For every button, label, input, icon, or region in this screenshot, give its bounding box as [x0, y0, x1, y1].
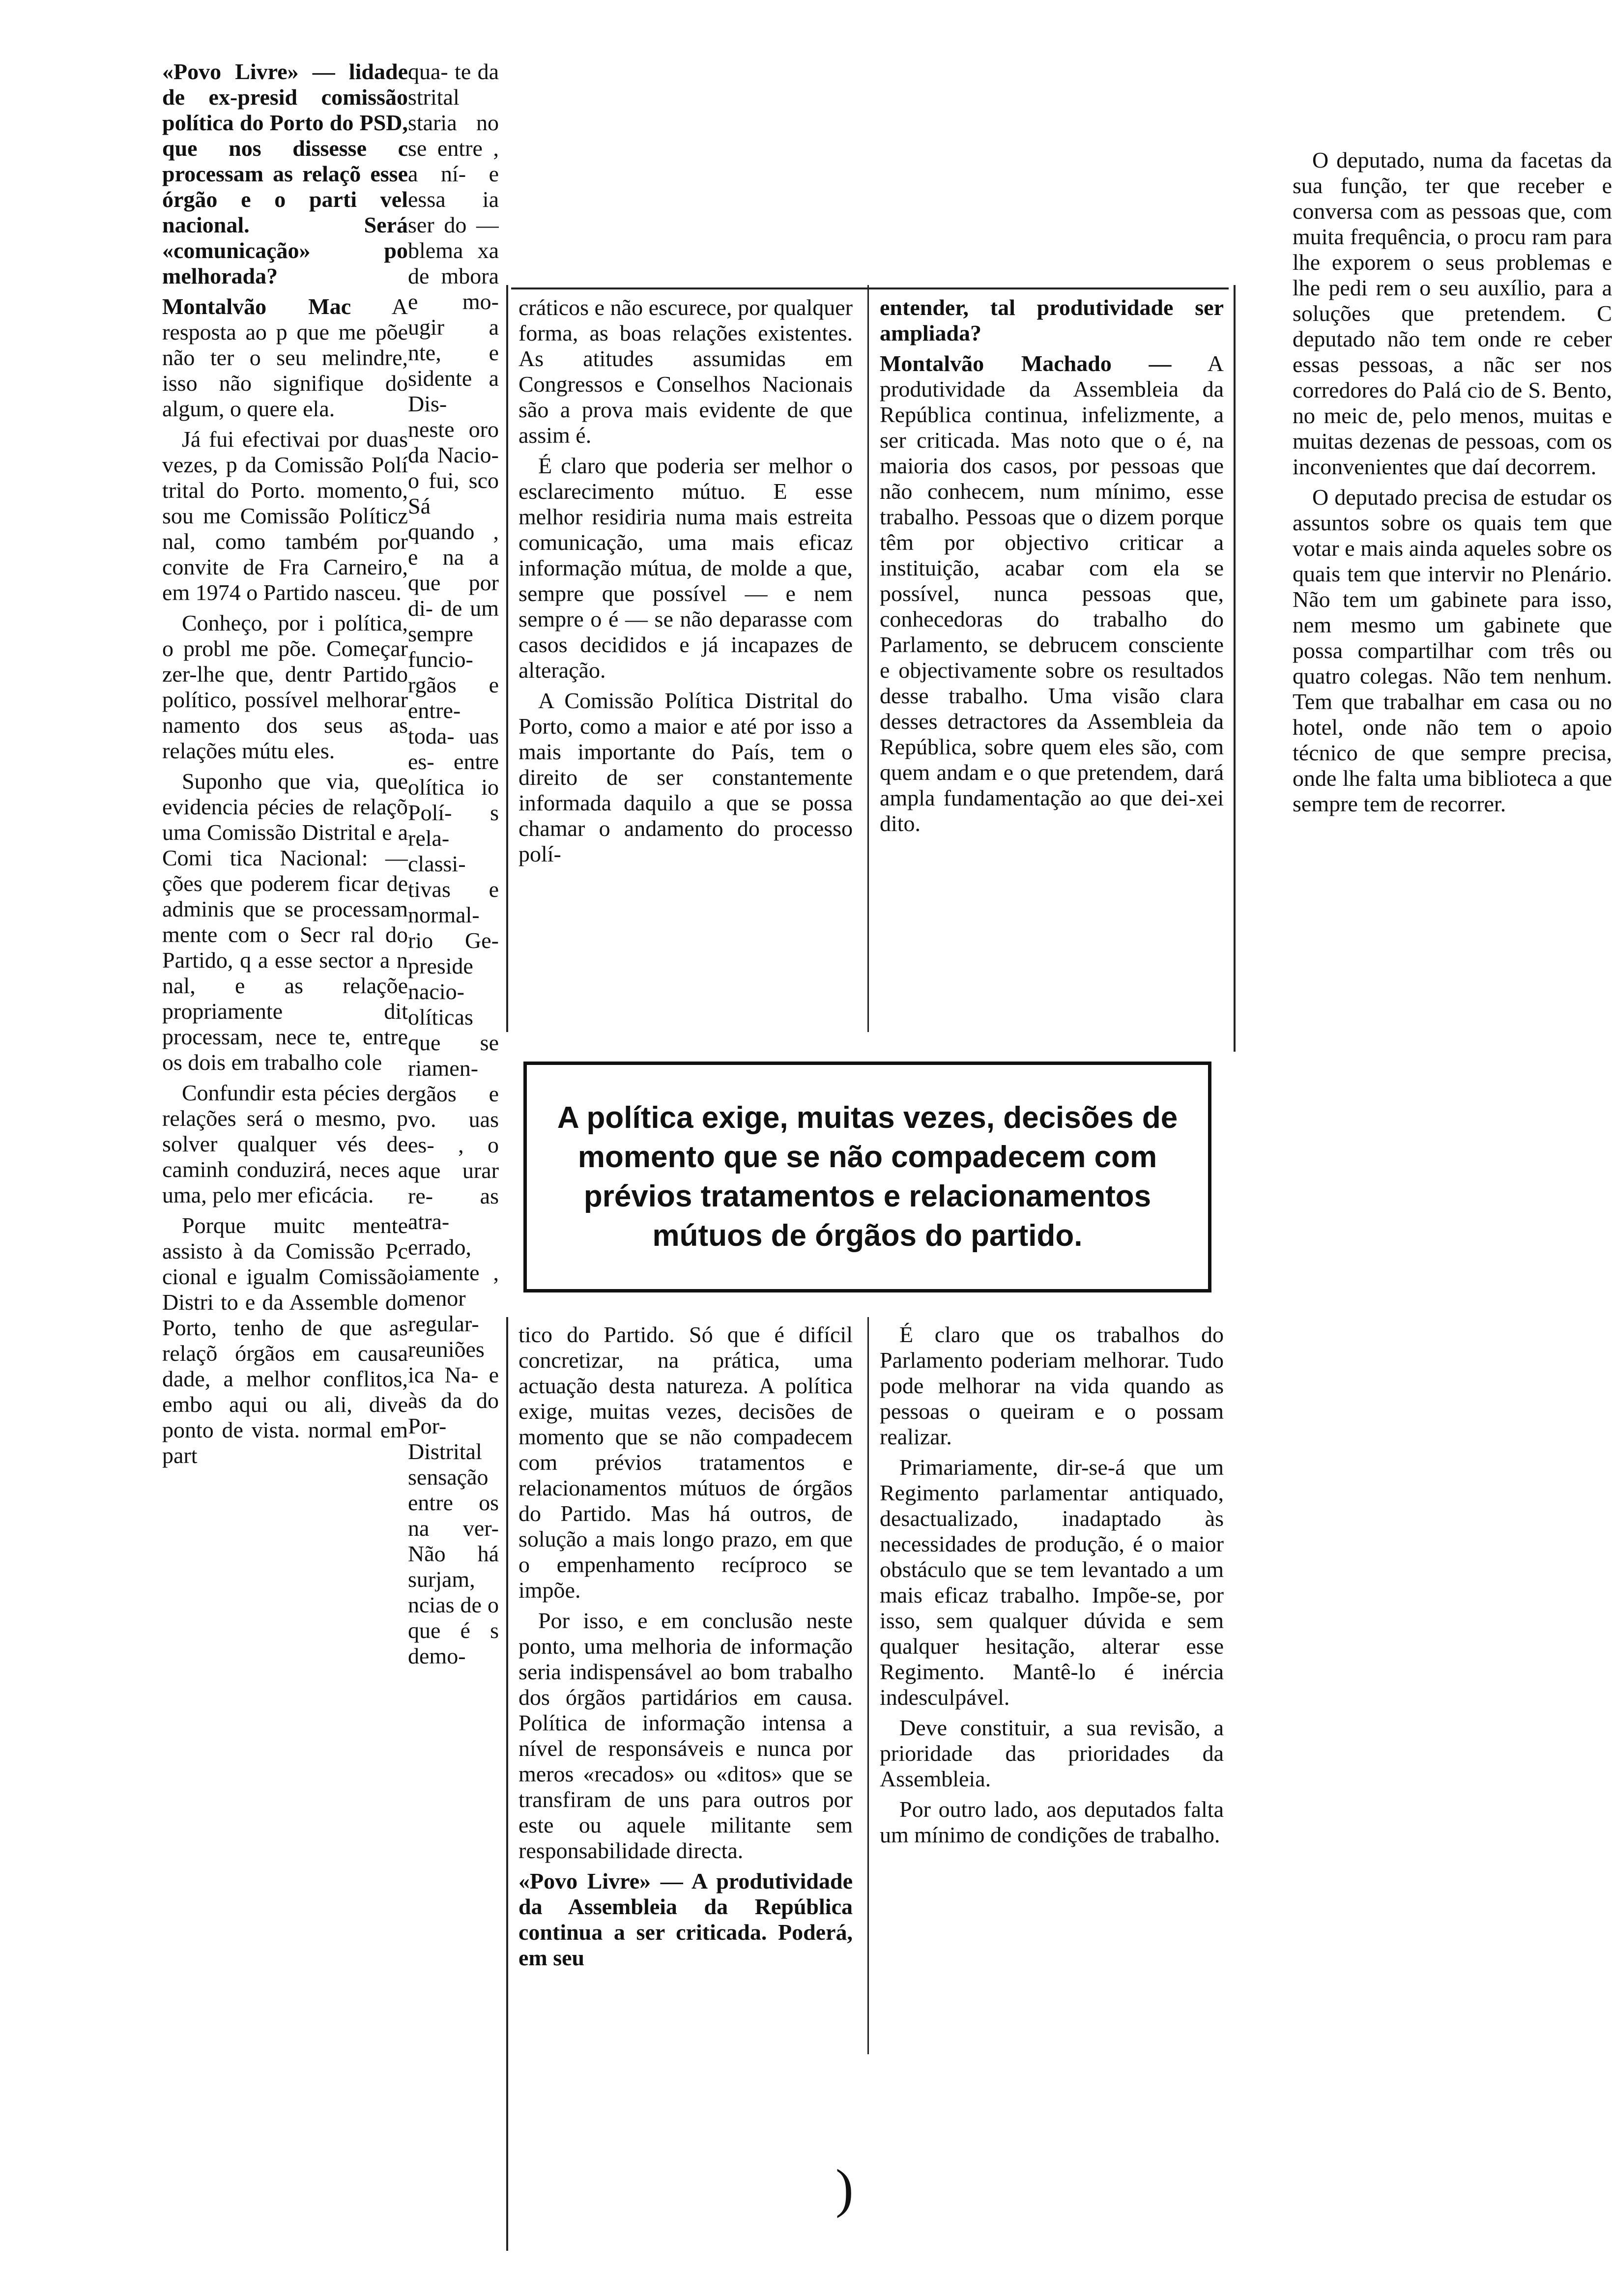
paragraph: Por isso, e em conclusão neste ponto, uma melhoria de informação seria indispensável ao bom trabalho dos órgãos partidários em causa. Política de informação intensa a nível de responsáveis e nunca por meros «recados» ou «ditos» que se transfiram de uns para outros por este ou aquele militante sem responsabilidade directa. [518, 1608, 853, 1863]
interview-column-right-upper [880, 295, 1224, 1022]
speaker-name: Montalvão Mac [162, 294, 351, 319]
column-rule [506, 1317, 508, 2251]
paragraph: Já fui efectivai por duas vezes, p da Comissão Polí trital do Porto. momento, sou me Comissão Políticz nal, como também por convite de Fra Carneiro, em 1974 o Partido nasceu. [162, 427, 408, 605]
interview-question: «Povo Livre» — A produtividade da Assembleia da República continua a ser criticada. Poderá, em seu [518, 1868, 853, 1970]
pull-quote: A política exige, muitas vezes, decisões de momento que se não compadecem com prévios tratamentos e relacionamentos mútuos de órgãos do partido. [523, 1062, 1211, 1292]
interview-column-right-lower [880, 1322, 1224, 2049]
paragraph: A Comissão Política Distrital do Porto, como a maior e até por isso a mais importante do País, tem o direito de ser constantemente informada daquilo a que se possa chamar o andamento do processo polí- [518, 688, 853, 866]
paragraph: Por outro lado, aos deputados falta um mínimo de condições de trabalho. [880, 1797, 1224, 1847]
answer-text: A produtividade da Assembleia da República continua, infelizmente, a ser criticada. Mas noto que o é, na maioria dos casos, por pessoas que não conhecem, num mínimo, esse trabalho. Pessoas que o dizem porque têm por objectivo criticar a instituição, acabar com ela se possível, nunca pessoas que, conhecedoras do trabalho do Parlamento, se debrucem consciente e objectivamente sobre os resultados desse trabalho. Uma visão clara desses detractores da Assembleia da República, sobre quem eles são, com quem andam e o que pretendem, dará ampla fundamentação ao que dei-xei dito. [880, 351, 1224, 836]
scan-mark: ) [835, 2158, 854, 2218]
clipped-text: qua- te da strital staria no se entre , a ní- e essa ia ser do — blema xa de mbora e mo- ugir a nte, e sidente a Dis- neste oro da Nacio- o fui, sco Sá quando , e na a que por di- de um sempre funcio- rgãos e entre- toda- uas es- entre olítica io Polí- s rela- classi- tivas e normal- rio Ge- preside nacio- olíticas que se riamen- rgãos e vo. uas es- , o que urar re- as atra- errado, iamente , menor regular- reuniões ica Na- e às da do Por- Distrital sensação entre os na ver- Não há surjam, ncias de o que é s demo- [408, 59, 499, 1668]
interview-question: «Povo Livre» — lidade de ex-presid comissão política do Porto do PSD, que nos dissesse c processam as relaçõ esse órgão e o parti vel nacional. Será «comunicação» po melhorada? [162, 59, 408, 288]
interview-column-mid-lower [518, 1322, 853, 2241]
column-rule [867, 285, 869, 1032]
paragraph: O deputado precisa de estudar os assuntos sobre os quais tem que votar e mais ainda aqueles sobre os quais tem que intervir no Plenário. Não tem um gabinete para isso, nem mesmo um gabinete que possa compartilhar com três ou quatro colegas. Não tem nenhum. Tem que trabalhar em casa ou no hotel, onde não tem o apoio técnico de que sempre precisa, onde lhe falta uma biblioteca a que sempre tem de recorrer. [1293, 485, 1612, 816]
column-rule [506, 285, 508, 1032]
column-rule [1234, 285, 1236, 1052]
interview-column-mid-upper [518, 295, 853, 1022]
answer-text: A resposta ao p que me põe não ter o seu melindre, isso não signifique do algum, o quere ela. [162, 294, 408, 421]
paragraph: Primariamente, dir-se-á que um Regimento parlamentar antiquado, desactualizado, inadaptado às necessidades de produção, é o maior obstáculo que se tem levantado a um mais eficaz trabalho. Impõe-se, por isso, sem qualquer dúvida e sem qualquer hesitação, alterar esse Regimento. Mantê-lo é inércia indesculpável. [880, 1455, 1224, 1710]
column-rule [867, 1317, 869, 2054]
paragraph: Confundir esta pécies de relações será o mesmo, p solver qualquer vés de caminh conduzirá, neces a uma, pelo mer eficácia. [162, 1080, 408, 1207]
paragraph: cráticos e não escurece, por qualquer forma, as boas relações existentes. As atitudes assumidas em Congressos e Conselhos Nacionais são a prova mais evidente de que assim é. [518, 295, 853, 448]
paragraph: Deve constituir, a sua revisão, a prioridade das prioridades da Assembleia. [880, 1715, 1224, 1791]
interview-column-far-right [1293, 147, 1612, 1120]
interview-answer [880, 351, 1224, 836]
interview-answer [162, 294, 408, 422]
paragraph: Suponho que via, que evidencia pécies de relaçõ uma Comissão Distrital e a Comi tica Nacional: — ções que poderem ficar de adminis que se processam mente com o Secr ral do Partido, q a esse sector a n nal, e as relaçõe propriamente dit processam, nece te, entre os dois em trabalho cole [162, 769, 408, 1075]
interview-column-left [162, 59, 408, 1804]
speaker-name: Montalvão Machado — [880, 351, 1172, 376]
paragraph: O deputado, numa da facetas da sua função, ter que receber e conversa com as pessoas que, com muita frequência, o procu ram para lhe exporem o seus problemas e lhe pedi rem o seu auxílio, para a soluções que pretendem. C deputado não tem onde re ceber essas pessoas, a nãc ser nos corredores do Palá cio de S. Bento, no meic de, pelo menos, muitas e muitas dezenas de pessoas, com os inconvenientes que daí decorrem. [1293, 147, 1612, 479]
interview-question-end: entender, tal produtividade ser ampliada? [880, 295, 1224, 345]
paragraph: Conheço, por i política, o probl me põe. Começar zer-lhe que, dentr Partido político, possível melhorar namento dos seus as relações mútu eles. [162, 610, 408, 763]
paragraph: Porque muitc mente assisto à da Comissão Pc cional e igualm Comissão Distri to e da Assemble do Porto, tenho de que as relaçõ órgãos em causa dade, a melhor conflitos, embo aqui ou ali, dive ponto de vista. normal em part [162, 1213, 408, 1468]
interview-column-left-clipped [408, 59, 499, 1804]
paragraph: É claro que poderia ser melhor o esclarecimento mútuo. E esse melhor residiria numa mais estreita comunicação, uma mais eficaz informação mútua, de molde a que, sempre que possível — e nem sempre o é — se não deparasse com casos decididos e já incapazes de alteração. [518, 453, 853, 683]
paragraph: É claro que os trabalhos do Parlamento poderiam melhorar. Tudo pode melhorar na vida quando as pessoas o queiram e o possam realizar. [880, 1322, 1224, 1449]
top-rule [511, 287, 1229, 289]
paragraph: tico do Partido. Só que é difícil concretizar, na prática, uma actuação desta natureza. A política exige, muitas vezes, decisões de momento que se não compadecem com prévios tratamentos e relacionamentos mútuos de órgãos do Partido. Mas há outros, de solução a mais longo prazo, em que o empenhamento recíproco se impõe. [518, 1322, 853, 1603]
